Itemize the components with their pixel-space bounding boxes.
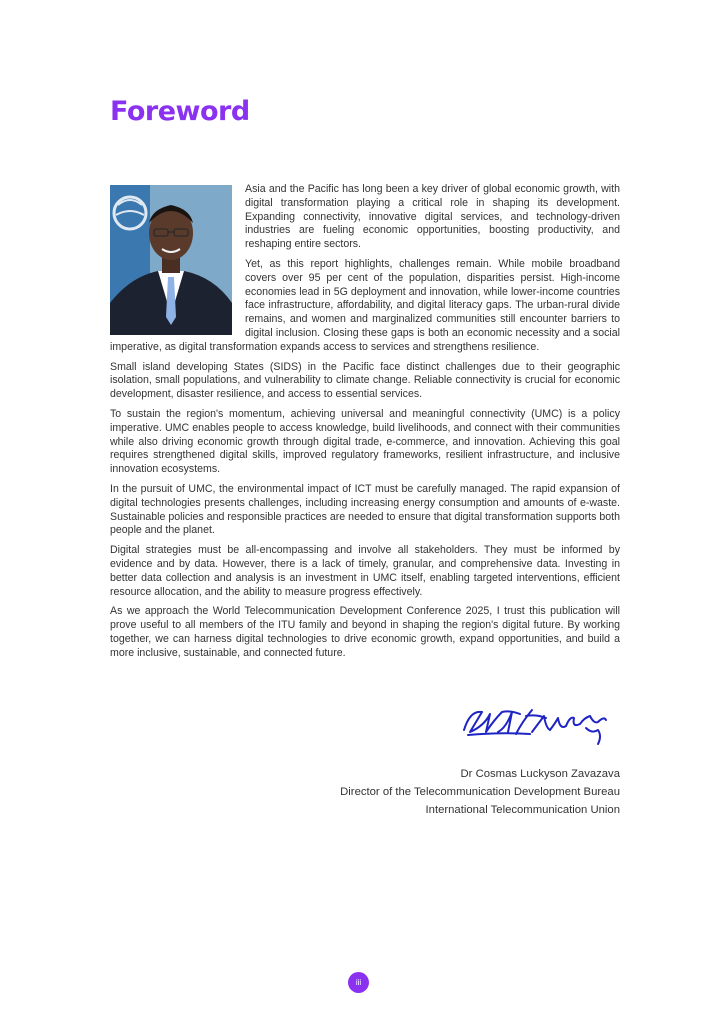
paragraph: Yet, as this report highlights, challenges remain. While mobile broadband covers over 95 per cent of the population, disparities persist. High-income economies lead in 5G deployment and innovation, while lower-income countries face infrastructure, affordability, and digital literacy gaps. The urban-rural divide remains, and women and marginalized communities still encounter barriers to digital inclusion. Closing these gaps is both an economic necessity and a social imperative, as digital transformation expands access to services and strengthens resilience.: [110, 257, 620, 353]
paragraph: To sustain the region's momentum, achieving universal and meaningful connectivity (UMC) is a policy imperative. UMC enables people to access knowledge, build livelihoods, and connect with their communities while also driving economic growth through digital trade, e-commerce, and innovation. Achieving this goal requires strengthened digital skills, improved regulatory frameworks, resilient infrastructure, and inclusive innovation ecosystems.: [110, 407, 620, 476]
author-portrait: [110, 185, 232, 335]
paragraph: As we approach the World Telecommunication Development Conference 2025, I trust this publication will prove useful to all members of the ITU family and beyond in shaping the region's digital future. By working together, we can harness digital technologies to drive economic growth, expand opportunities, and build a more inclusive, sustainable, and connected future.: [110, 605, 620, 659]
foreword-body: [110, 183, 620, 667]
signature-image: [460, 702, 615, 747]
page-title: Foreword: [110, 96, 250, 127]
author-role: Director of the Telecommunication Development Bureau: [340, 786, 620, 798]
author-organization: International Telecommunication Union: [425, 804, 620, 816]
paragraph: Asia and the Pacific has long been a key driver of global economic growth, with digital transformation playing a critical role in shaping its development. Expanding connectivity, innovative digital services, and technology-driven industries are fueling economic opportunities, boosting productivity, and reshaping entire sectors.: [245, 183, 620, 251]
author-name: Dr Cosmas Luckyson Zavazava: [460, 768, 620, 780]
paragraph: In the pursuit of UMC, the environmental impact of ICT must be carefully managed. The rapid expansion of digital technologies presents challenges, including increasing energy consumption and amounts of e-waste. Sustainable policies and responsible practices are needed to ensure that digital transformation supports both people and the planet.: [110, 482, 620, 537]
paragraph: Small island developing States (SIDS) in the Pacific face distinct challenges due to their geographic isolation, small populations, and vulnerability to climate change. Reliable connectivity is crucial for economic development, disaster resilience, and access to essential services.: [110, 360, 620, 401]
page-number-badge: iii: [348, 972, 369, 993]
signoff-block: [340, 765, 620, 819]
paragraph: Digital strategies must be all-encompassing and involve all stakeholders. They must be informed by evidence and by data. However, there is a lack of timely, granular, and comprehensive data. Investing in better data collection and analysis is an investment in UMC itself, enabling targeted interventions, efficient resource allocation, and the ability to measure progress effectively.: [110, 544, 620, 598]
